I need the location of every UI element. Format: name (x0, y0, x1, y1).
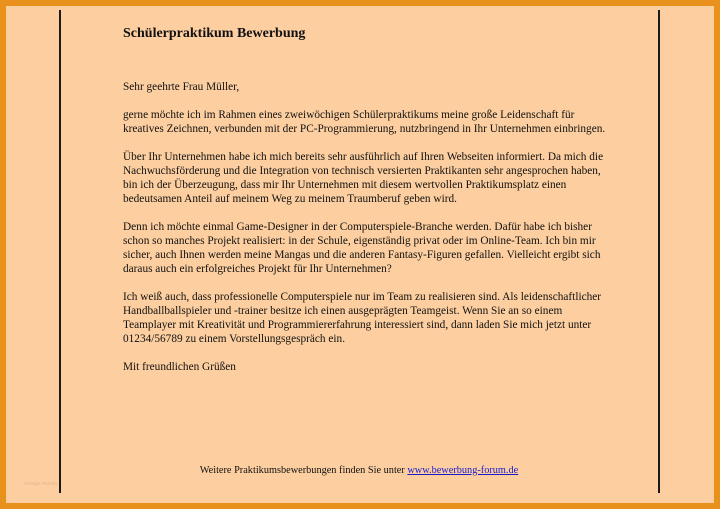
letter-body (123, 25, 609, 374)
right-vertical-rule (658, 10, 660, 493)
letter-title: Schülerpraktikum Bewerbung (123, 26, 306, 41)
paragraph-4: Ich weiß auch, dass professionelle Computerspiele nur im Team zu realisieren sind. Als leidenschaftlicher Handballballspieler und -trainer besitze ich einen ausgeprägten Teamgeist. Wenn Sie an so einem Teamplayer mit Kreativität und Programmiererfahrung interessiert sind, dann laden Sie mich jetzt unter 01234/56789 zu einem Vorstellungsgespräch ein. (123, 291, 602, 345)
left-vertical-rule (59, 10, 61, 493)
footer (60, 465, 658, 476)
closing: Mit freundlichen Grüßen (123, 361, 236, 373)
paragraph-2: Über Ihr Unternehmen habe ich mich bereits sehr ausführlich auf Ihren Webseiten informiert. Da mich die Nachwuchsförderung und die Integration von technisch versierten Praktikanten sehr angesprochen haben, bin ich der Überzeugung, dass mir Ihr Unternehmen mit diesem wertvollen Praktikumsplatz einen bedeutsamen Anteil auf meinem Weg zu meinem Traumberuf geben wird. (123, 151, 604, 205)
paragraph-3: Denn ich möchte einmal Game-Designer in der Computerspiele-Branche werden. Dafür habe ich bisher schon so manches Projekt realisiert: in der Schule, eigenständig privat oder im Online-Team. Ich bin mir sicher, auch Ihnen werden meine Mangas und die anderen Fantasy-Figuren gefallen. Vielleicht ergibt sich daraus auch ein erfolgreiches Projekt für Ihr Unternehmen? (123, 221, 601, 275)
watermark: vorlage-muster (24, 481, 58, 487)
footer-text: Weitere Praktikumsbewerbungen finden Sie unter (199, 465, 408, 476)
paragraph-1: gerne möchte ich im Rahmen eines zweiwöchigen Schülerpraktikums meine große Leidenschaft für kreatives Zeichnen, verbunden mit der PC-Programmierung, nutzbringend in Ihr Unternehmen einbringen. (123, 109, 606, 135)
salutation: Sehr geehrte Frau Müller, (123, 81, 240, 93)
footer-link[interactable]: www.bewerbung-forum.de (407, 465, 519, 476)
